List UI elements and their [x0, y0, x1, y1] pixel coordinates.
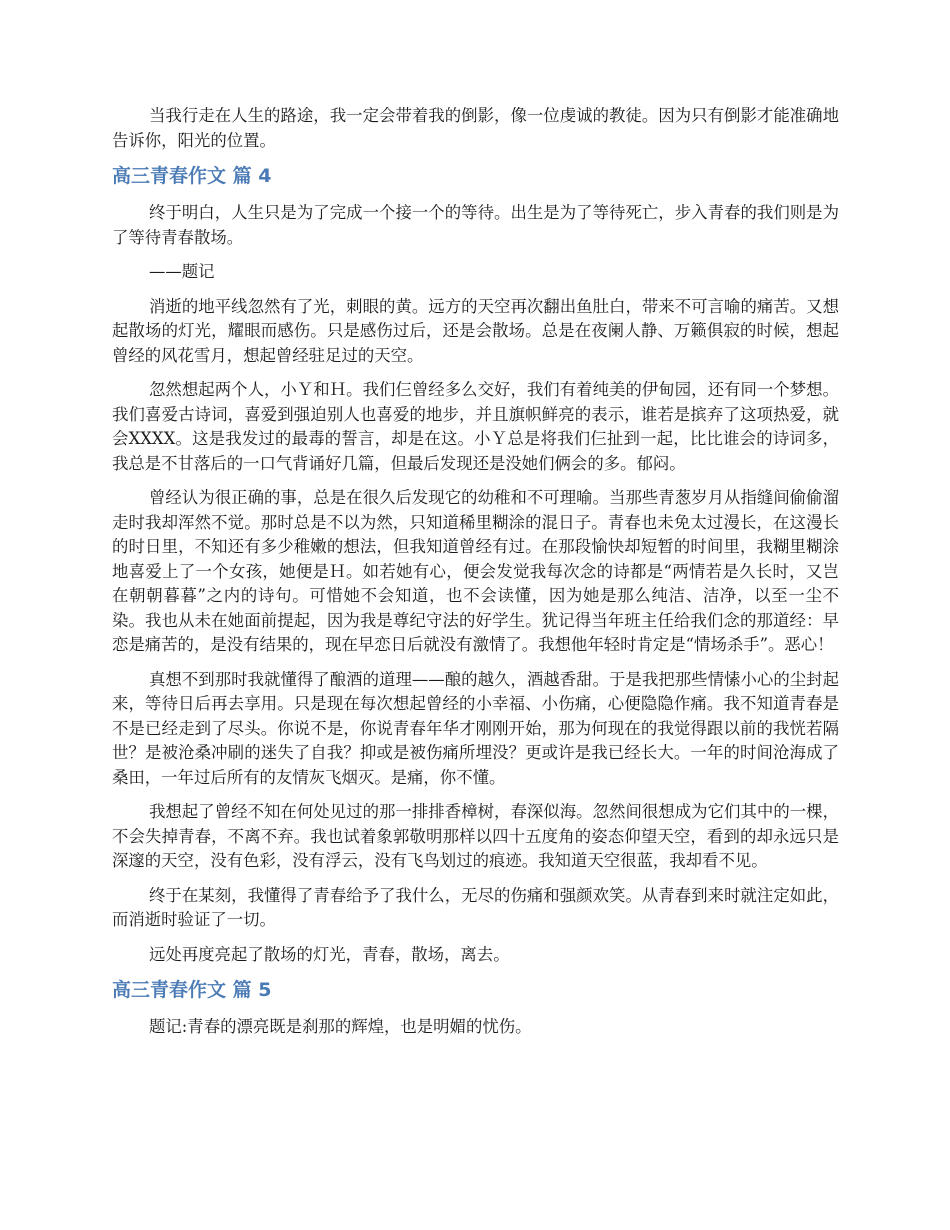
section-4-paragraph-3: 消逝的地平线忽然有了光，刺眼的黄。远方的天空再次翻出鱼肚白，带来不可言喻的痛苦。又想起散场的灯光，耀眼而感伤。只是感伤过后，还是会散场。总是在夜阑人静、万籁俱寂的时候，想起曾经的风花雪月，想起曾经驻足过的天空。: [112, 296, 839, 365]
section-4-paragraph-5: 曾经认为很正确的事，总是在很久后发现它的幼稚和不可理喻。当那些青葱岁月从指缝间偷偷溜走时我却浑然不觉。那时总是不以为然，只知道稀里糊涂的混日子。青春也未免太过漫长，在这漫长的时日里，不知还有多少稚嫩的想法，但我知道曾经有过。在那段愉快却短暂的时间里，我糊里糊涂地喜爱上了一个女孩，她便是Ｈ。如若她有心，便会发觉我每次念的诗都是“两情若是久长时，又岂在朝朝暮暮”之内的诗句。可惜她不会知道，也不会读懂，因为她是那么纯洁、洁净，以至一尘不染。我也从未在她面前提起，因为我是尊纪守法的好学生。犹记得当年班主任给我们念的那道经：早恋是痛苦的，是没有结果的，现在早恋日后就没有激情了。我想他年轻时肯定是“情场杀手”。恶心！: [112, 488, 839, 654]
section-5-paragraph-1: 题记:青春的漂亮既是刹那的辉煌，也是明媚的忧伤。: [149, 1017, 532, 1036]
section-5-heading: 高三青春作文 篇 5: [112, 979, 272, 1001]
section-4-paragraph-7: 我想起了曾经不知在何处见过的那一排排香樟树，春深似海。忽然间很想成为它们其中的一棵，不会失掉青春，不离不弃。我也试着象郭敬明那样以四十五度角的姿态仰望天空，看到的却永远只是深邃的天空，没有色彩，没有浮云，没有飞鸟划过的痕迹。我知道天空很蓝，我却看不见。: [112, 802, 839, 870]
section-4-heading: 高三青春作文 篇 4: [112, 165, 272, 187]
section-4-epigraph-attribution: ——题记: [149, 262, 215, 281]
section-4-paragraph-6: 真想不到那时我就懂得了酿酒的道理——酿的越久，酒越香甜。于是我把那些情愫小心的尘封起来，等待日后再去享用。只是现在每次想起曾经的小幸福、小伤痛，心便隐隐作痛。我不知道青春是不是已经走到了尽头。你说不是，你说青春年华才刚刚开始，那为何现在的我觉得跟以前的我恍若隔世？是被沧桑冲刷的迷失了自我？抑或是被伤痛所埋没？更或许是我已经长大。一年的时间沧海成了桑田，一年过后所有的友情灰飞烟灭。是痛，你不懂。: [112, 669, 839, 787]
intro-paragraph: 当我行走在人生的路途，我一定会带着我的倒影，像一位虔诚的教徒。因为只有倒影才能准确地告诉你，阳光的位置。: [112, 106, 839, 150]
section-4-paragraph-1: 终于明白，人生只是为了完成一个接一个的等待。出生是为了等待死亡，步入青春的我们则是为了等待青春散场。: [112, 203, 839, 247]
section-4-paragraph-8: 终于在某刻，我懂得了青春给予了我什么，无尽的伤痛和强颜欢笑。从青春到来时就注定如此，而消逝时验证了一切。: [112, 885, 839, 929]
document-page: [112, 104, 839, 1050]
section-4-paragraph-4: 忽然想起两个人，小Ｙ和Ｈ。我们仨曾经多么交好，我们有着纯美的伊甸园，还有同一个梦想。我们喜爱古诗词，喜爱到强迫别人也喜爱的地步，并且旗帜鲜亮的表示，谁若是摈弃了这项热爱，就会XXXX。这是我发过的最毒的誓言，却是在这。小Ｙ总是将我们仨扯到一起，比比谁会的诗词多，我总是不甘落后的一口气背诵好几篇，但最后发现还是没她们俩会的多。郁闷。: [112, 380, 839, 473]
section-4-paragraph-9: 远处再度亮起了散场的灯光，青春，散场，离去。: [149, 944, 510, 964]
